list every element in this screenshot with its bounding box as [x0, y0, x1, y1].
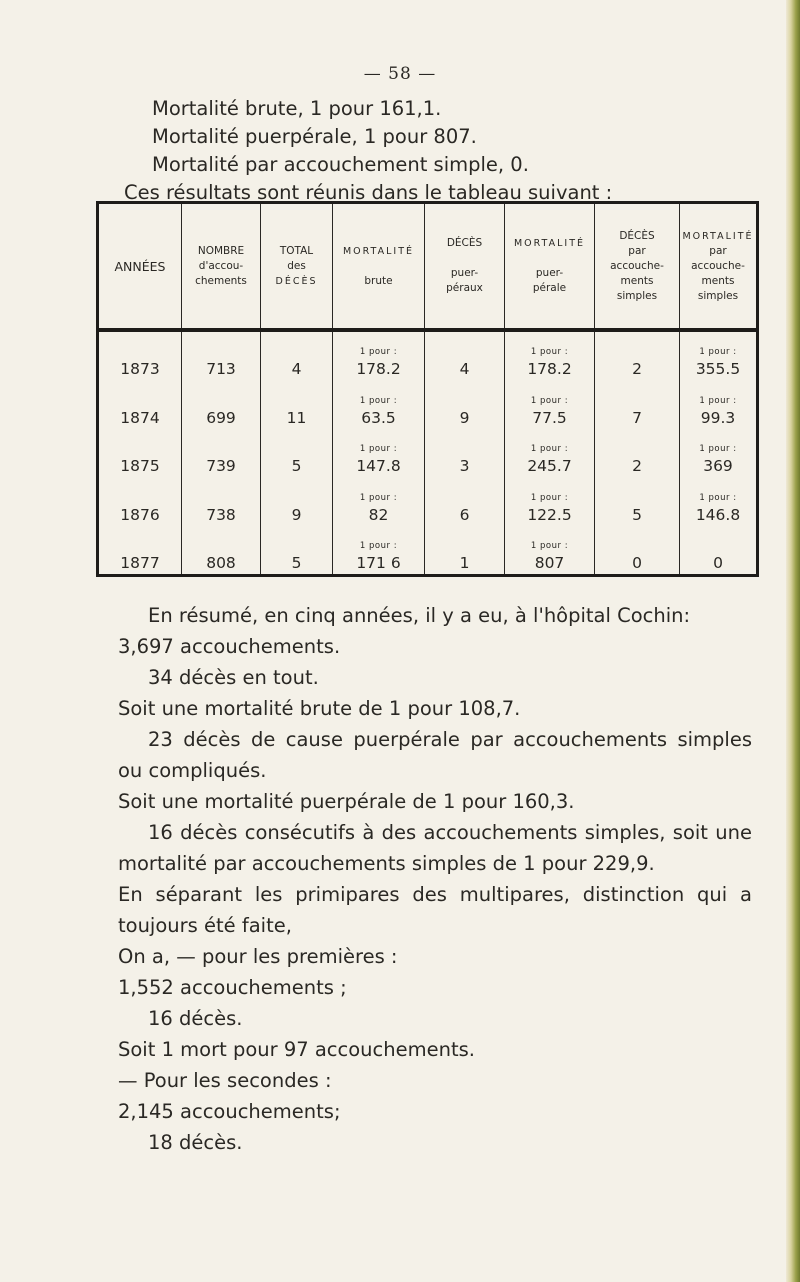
cell-year: 1875	[98, 429, 182, 477]
body-line: En résumé, en cinq années, il y a eu, à l'hôpital Cochin:	[148, 604, 691, 627]
cell-deaths: 11	[261, 380, 333, 428]
page-number: — 58 —	[363, 64, 437, 84]
body-line: 3,697 accouchements.	[118, 635, 341, 658]
cell-deces-puerperaux: 3	[425, 429, 505, 477]
page-edge-shadow	[786, 0, 800, 1282]
body-line: 2,145 accouchements;	[118, 1100, 341, 1123]
cell-mortalite-puerperale: 1 pour : 178.2	[505, 330, 595, 380]
body-line: 16 décès.	[148, 1007, 243, 1030]
table-row	[98, 330, 758, 380]
header-deces-accouchements-simples: DÉCÈS par accouche- ments simples	[595, 203, 680, 331]
cell-year: 1873	[98, 330, 182, 380]
cell-mortalite-simples: 1 pour : 146.8	[680, 477, 758, 525]
cell-deces-puerperaux: 9	[425, 380, 505, 428]
cell-mortalite-brute: 1 pour : 82	[333, 477, 425, 525]
cell-mortalite-simples: 1 pour : 99.3	[680, 380, 758, 428]
cell-deces-puerperaux: 6	[425, 477, 505, 525]
cell-year: 1874	[98, 380, 182, 428]
cell-mortalite-brute: 1 pour : 147.8	[333, 429, 425, 477]
cell-deces-simples: 5	[595, 477, 680, 525]
header-mortalite-puerperale: MORTALITÉ puer- pérale	[505, 203, 595, 331]
cell-deces-puerperaux: 1	[425, 526, 505, 576]
table-row	[98, 429, 758, 477]
body-line: Soit 1 mort pour 97 accouchements.	[118, 1038, 475, 1061]
body-line: Soit une mortalité brute de 1 pour 108,7.	[118, 697, 521, 720]
cell-mortalite-puerperale: 1 pour : 77.5	[505, 380, 595, 428]
cell-mortalite-simples: 1 pour : 369	[680, 429, 758, 477]
header-annees: ANNÉES	[98, 203, 182, 331]
cell-mortalite-puerperale: 1 pour : 245.7	[505, 429, 595, 477]
mortality-table	[96, 201, 759, 577]
body-line: 18 décès.	[148, 1131, 243, 1154]
body-text	[118, 600, 752, 1158]
cell-births: 739	[182, 429, 261, 477]
intro-line-1: Mortalité brute, 1 pour 161,1.	[152, 97, 442, 120]
cell-deces-puerperaux: 4	[425, 330, 505, 380]
body-line: 34 décès en tout.	[148, 666, 319, 689]
cell-mortalite-brute: 1 pour : 178.2	[333, 330, 425, 380]
body-line: On a, — pour les premières :	[118, 945, 398, 968]
cell-mortalite-simples: 1 pour : 355.5	[680, 330, 758, 380]
cell-deces-simples: 7	[595, 380, 680, 428]
cell-deaths: 4	[261, 330, 333, 380]
body-line: 16 décès consécutifs à des accouchements simples, soit une mortalité par accouchements simples de 1 pour 229,9.	[118, 821, 752, 875]
cell-deaths: 5	[261, 429, 333, 477]
header-total-deces: TOTAL des DÉCÈS	[261, 203, 333, 331]
table-row	[98, 477, 758, 525]
cell-mortalite-brute: 1 pour : 171 6	[333, 526, 425, 576]
cell-mortalite-brute: 1 pour : 63.5	[333, 380, 425, 428]
cell-births: 713	[182, 330, 261, 380]
header-deces-puerperaux: DÉCÈS puer- péraux	[425, 203, 505, 331]
table-row	[98, 526, 758, 576]
cell-year: 1877	[98, 526, 182, 576]
cell-mortalite-puerperale: 1 pour : 122.5	[505, 477, 595, 525]
body-line: En séparant les primipares des multipares, distinction qui a toujours été faite,	[118, 883, 752, 937]
body-line: 23 décès de cause puerpérale par accouchements simples ou compliqués.	[118, 728, 752, 782]
body-line: Soit une mortalité puerpérale de 1 pour 160,3.	[118, 790, 575, 813]
header-mortalite-brute: MORTALITÉ brute	[333, 203, 425, 331]
table-row	[98, 380, 758, 428]
cell-mortalite-simples: 0	[680, 526, 758, 576]
cell-deces-simples: 0	[595, 526, 680, 576]
cell-mortalite-puerperale: 1 pour : 807	[505, 526, 595, 576]
cell-deces-simples: 2	[595, 330, 680, 380]
intro-line-4: Ces résultats sont réunis dans le tableau suivant :	[124, 181, 613, 204]
cell-deaths: 5	[261, 526, 333, 576]
body-line: 1,552 accouchements ;	[118, 976, 347, 999]
cell-year: 1876	[98, 477, 182, 525]
header-mortalite-accouchements-simples: MORTALITÉ par accouche- ments simples	[680, 203, 758, 331]
cell-births: 738	[182, 477, 261, 525]
intro-line-3: Mortalité par accouchement simple, 0.	[152, 153, 529, 176]
cell-deces-simples: 2	[595, 429, 680, 477]
cell-births: 699	[182, 380, 261, 428]
header-nombre-accouchements: NOMBRE d'accou- chements	[182, 203, 261, 331]
cell-births: 808	[182, 526, 261, 576]
table-body	[98, 330, 758, 576]
table-header	[98, 203, 758, 331]
intro-line-2: Mortalité puerpérale, 1 pour 807.	[152, 125, 477, 148]
cell-deaths: 9	[261, 477, 333, 525]
body-line: — Pour les secondes :	[118, 1069, 332, 1092]
